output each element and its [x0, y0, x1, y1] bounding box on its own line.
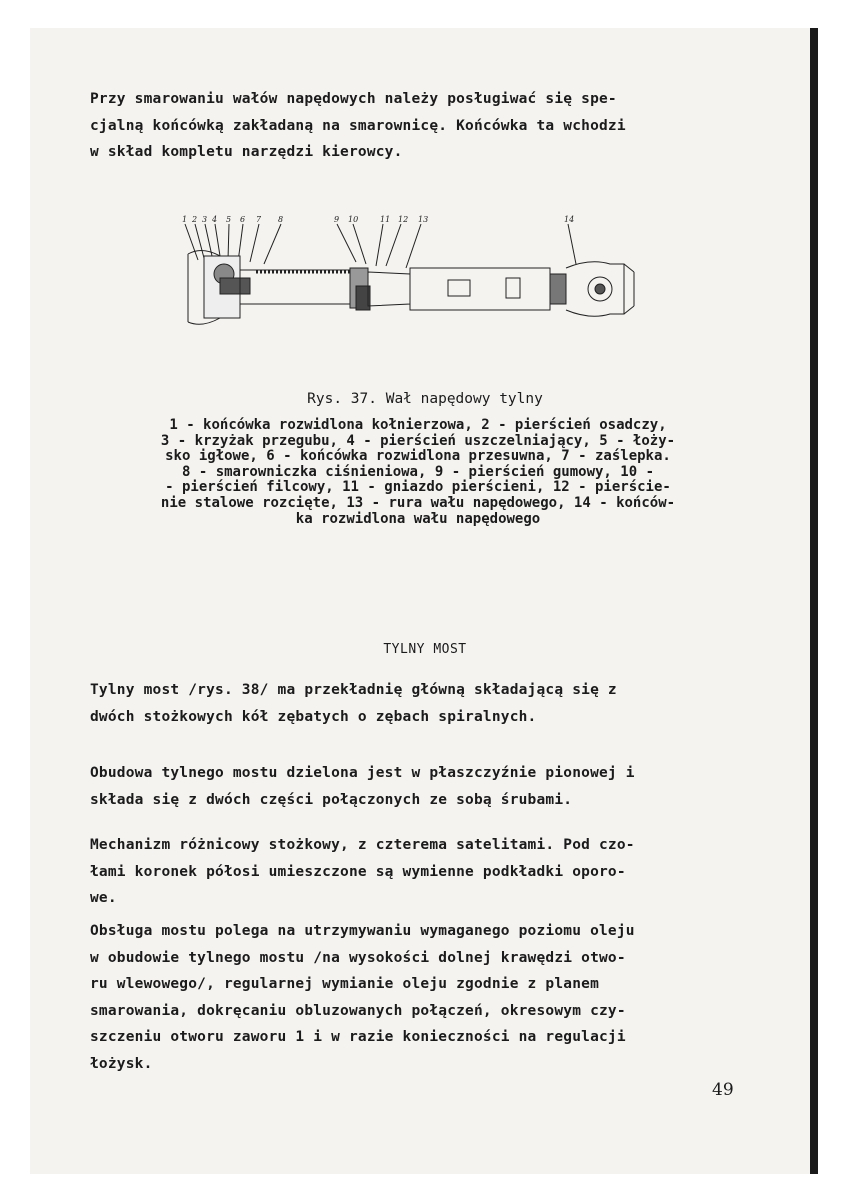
- part-label: 6: [240, 215, 246, 224]
- legend-line: 1 - końcówka rozwidlona kołnierzowa, 2 - pierścień osadczy,: [169, 417, 667, 433]
- intro-line: Przy smarowaniu wałów napędowych należy posługiwać się spe-: [90, 91, 617, 107]
- legend-line: 3 - krzyżak przegubu, 4 - pierścień uszczelniający, 5 - łoży-: [160, 432, 676, 449]
- paragraph-line: łożysk.: [90, 1055, 153, 1072]
- paragraph-line: smarowania, dokręcaniu obluzowanych połączeń, okresowym czy-: [90, 1002, 626, 1019]
- part-label: 9: [334, 215, 340, 224]
- paragraph-line: we.: [90, 890, 117, 906]
- paragraph-line: dwóch stożkowych kół zębatych o zębach spiralnych.: [90, 708, 537, 725]
- paragraph-line: Tylny most /rys. 38/ ma przekładnię główną składającą się z: [90, 682, 617, 698]
- part-label: 11: [380, 215, 391, 224]
- part-label: 4: [212, 215, 218, 224]
- intro-line: cjalną końcówką zakładaną na smarownicę. Końcówka ta wchodzi: [90, 117, 626, 134]
- part-label: 3: [202, 215, 208, 224]
- figure-caption: Rys. 37. Wał napędowy tylny: [307, 391, 543, 407]
- legend-line: nie stalowe rozcięte, 13 - rura wału napędowego, 14 - końców-: [160, 494, 676, 511]
- paragraph-line: Obsługa mostu polega na utrzymywaniu wymaganego poziomu oleju: [90, 923, 635, 939]
- legend-line: - pierścień filcowy, 11 - gniazdo pierścieni, 12 - pierście-: [165, 479, 671, 496]
- paragraph-housing: [90, 760, 770, 813]
- legend-line: 8 - smarowniczka ciśnieniowa, 9 - pierścień gumowy, 10 -: [181, 463, 654, 480]
- part-label: 13: [418, 215, 429, 224]
- figure-legend: [88, 418, 748, 527]
- legend-line: ka rozwidlona wału napędowego: [295, 510, 541, 527]
- paragraph-rear-axle: [90, 677, 770, 730]
- part-label: 7: [256, 215, 262, 224]
- paragraph-line: Mechanizm różnicowy stożkowy, z czterema satelitami. Pod czo-: [90, 837, 635, 853]
- paragraph-line: składa się z dwóch części połączonych ze sobą śrubami.: [90, 791, 573, 808]
- part-label: 1: [182, 215, 188, 224]
- legend-line: sko igłowe, 6 - końcówka rozwidlona przesuwna, 7 - zaślepka.: [165, 448, 671, 465]
- paragraph-differential: [90, 832, 770, 912]
- part-label: 8: [278, 215, 284, 224]
- part-label: 10: [348, 215, 359, 224]
- drive-shaft-diagram: [180, 212, 640, 332]
- paragraph-maintenance: [90, 918, 770, 1077]
- section-title: TYLNY MOST: [383, 642, 467, 657]
- paragraph-line: w obudowie tylnego mostu /na wysokości dolnej krawędzi otwo-: [90, 949, 626, 966]
- paragraph-line: łami koronek półosi umieszczone są wymienne podkładki oporo-: [90, 863, 626, 880]
- paragraph-line: Obudowa tylnego mostu dzielona jest w płaszczyźnie pionowej i: [90, 765, 635, 781]
- paragraph-line: szczeniu otworu zaworu 1 i w razie konieczności na regulacji: [90, 1029, 626, 1045]
- part-label: 12: [398, 215, 409, 224]
- intro-paragraph: [90, 86, 770, 166]
- part-label: 14: [564, 215, 575, 224]
- part-label: 2: [192, 215, 198, 224]
- paragraph-line: ru wlewowego/, regularnej wymianie oleju zgodnie z planem: [90, 976, 599, 992]
- part-label: 5: [226, 215, 232, 224]
- intro-line: w skład kompletu narzędzi kierowcy.: [90, 144, 403, 160]
- page-number: 49: [712, 1080, 734, 1100]
